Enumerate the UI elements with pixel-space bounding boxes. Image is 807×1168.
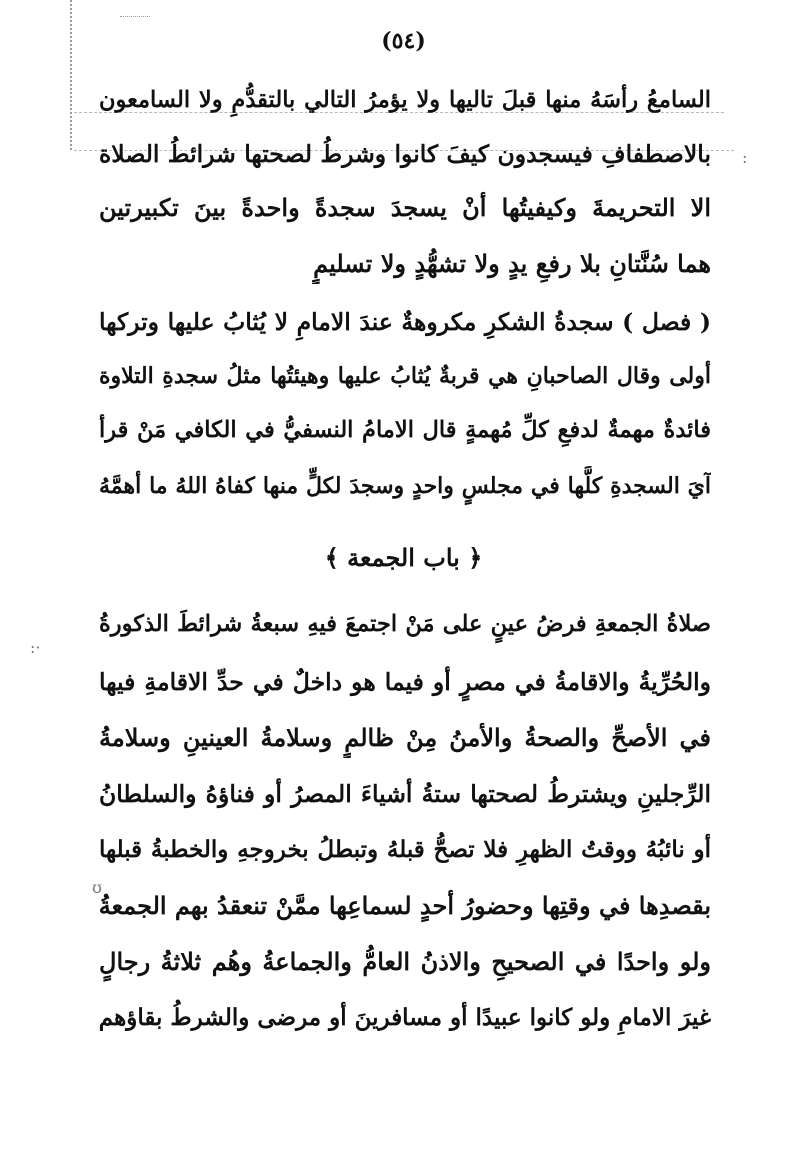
text-line: غيرَ الامامِ ولو كانوا عبيدًا أو مسافرينَ أو مرضى والشرطُ بقاؤهم xyxy=(99,1004,711,1031)
chapter-heading: ﴿ باب الجمعة ﴾ xyxy=(324,543,483,572)
text-line: بقصدِها في وقتِها وحضورُ أحدٍ لسماعِها ممَّنْ تنعقدُ بهم الجمعةُ xyxy=(99,891,711,920)
text-line: آيَ السجدةِ كلَّها في مجلسٍ واحدٍ وسجدَ لكلٍّ منها كفاهُ اللهُ ما أهمَّهُ xyxy=(99,473,711,499)
text-line: ( فصل ) سجدةُ الشكرِ مكروهةٌ عندَ الامامِ لا يُثابُ عليها وتركها xyxy=(99,308,711,336)
text-line: هما سُنَّتانِ بلا رفعِ يدٍ ولا تشهُّدٍ ولا تسليمٍ xyxy=(313,249,711,278)
text-line: أو نائبُهُ ووقتُ الظهرِ فلا تصحُّ قبلهُ وتبطلُ بخروجهِ والخطبةُ قبلها xyxy=(99,836,711,863)
text-line: ولو واحدًا في الصحيحِ والاذنُ العامُّ والجماعةُ وهُم ثلاثةُ رجالٍ xyxy=(99,947,711,976)
text-line: الا التحريمةَ وكيفيتُها أنْ يسجدَ سجدةً واحدةً بينَ تكبيرتين xyxy=(99,193,711,222)
margin-smudge: :· xyxy=(30,638,41,657)
text-line: السامعُ رأسَهُ منها قبلَ تاليها ولا يؤمرُ التالي بالتقدُّمِ ولا السامعون xyxy=(99,87,711,113)
margin-smudge: ʊ xyxy=(92,878,102,897)
binding-edge-artifact xyxy=(70,0,72,150)
text-line: الرِّجلينِ ويشترطُ لصحتها ستةُ أشياءَ المصرُ أو فناؤهُ والسلطانُ xyxy=(99,780,711,808)
text-line: صلاةُ الجمعةِ فرضُ عينٍ على مَنْ اجتمعَ فيهِ سبعةُ شرائطَ الذكورةُ xyxy=(99,611,711,637)
text-line: والحُرِّيةُ والاقامةُ في مصرٍ أو فيما هو داخلٌ في حدِّ الاقامةِ فيها xyxy=(99,668,711,696)
text-line: بالاصطفافِ فيسجدون كيفَ كانوا وشرطُ لصحتها شرائطُ الصلاة xyxy=(99,140,711,168)
text-line: في الأصحِّ والصحةُ والأمنُ مِنْ ظالمٍ وسلامةُ العينينِ وسلامةُ xyxy=(99,723,711,752)
margin-smudge: : xyxy=(742,148,748,167)
text-line: فائدةٌ مهمةٌ لدفعِ كلِّ مُهمةٍ قال الامامُ النسفيُّ في الكافي مَنْ قرأ xyxy=(99,417,711,443)
text-line: أولى وقال الصاحبانِ هي قربةٌ يُثابُ عليها وهيئتُها مثلُ سجدةِ التلاوة xyxy=(99,363,711,389)
scan-rule-artifact xyxy=(120,16,150,17)
page-number: (٥٤) xyxy=(381,28,426,54)
